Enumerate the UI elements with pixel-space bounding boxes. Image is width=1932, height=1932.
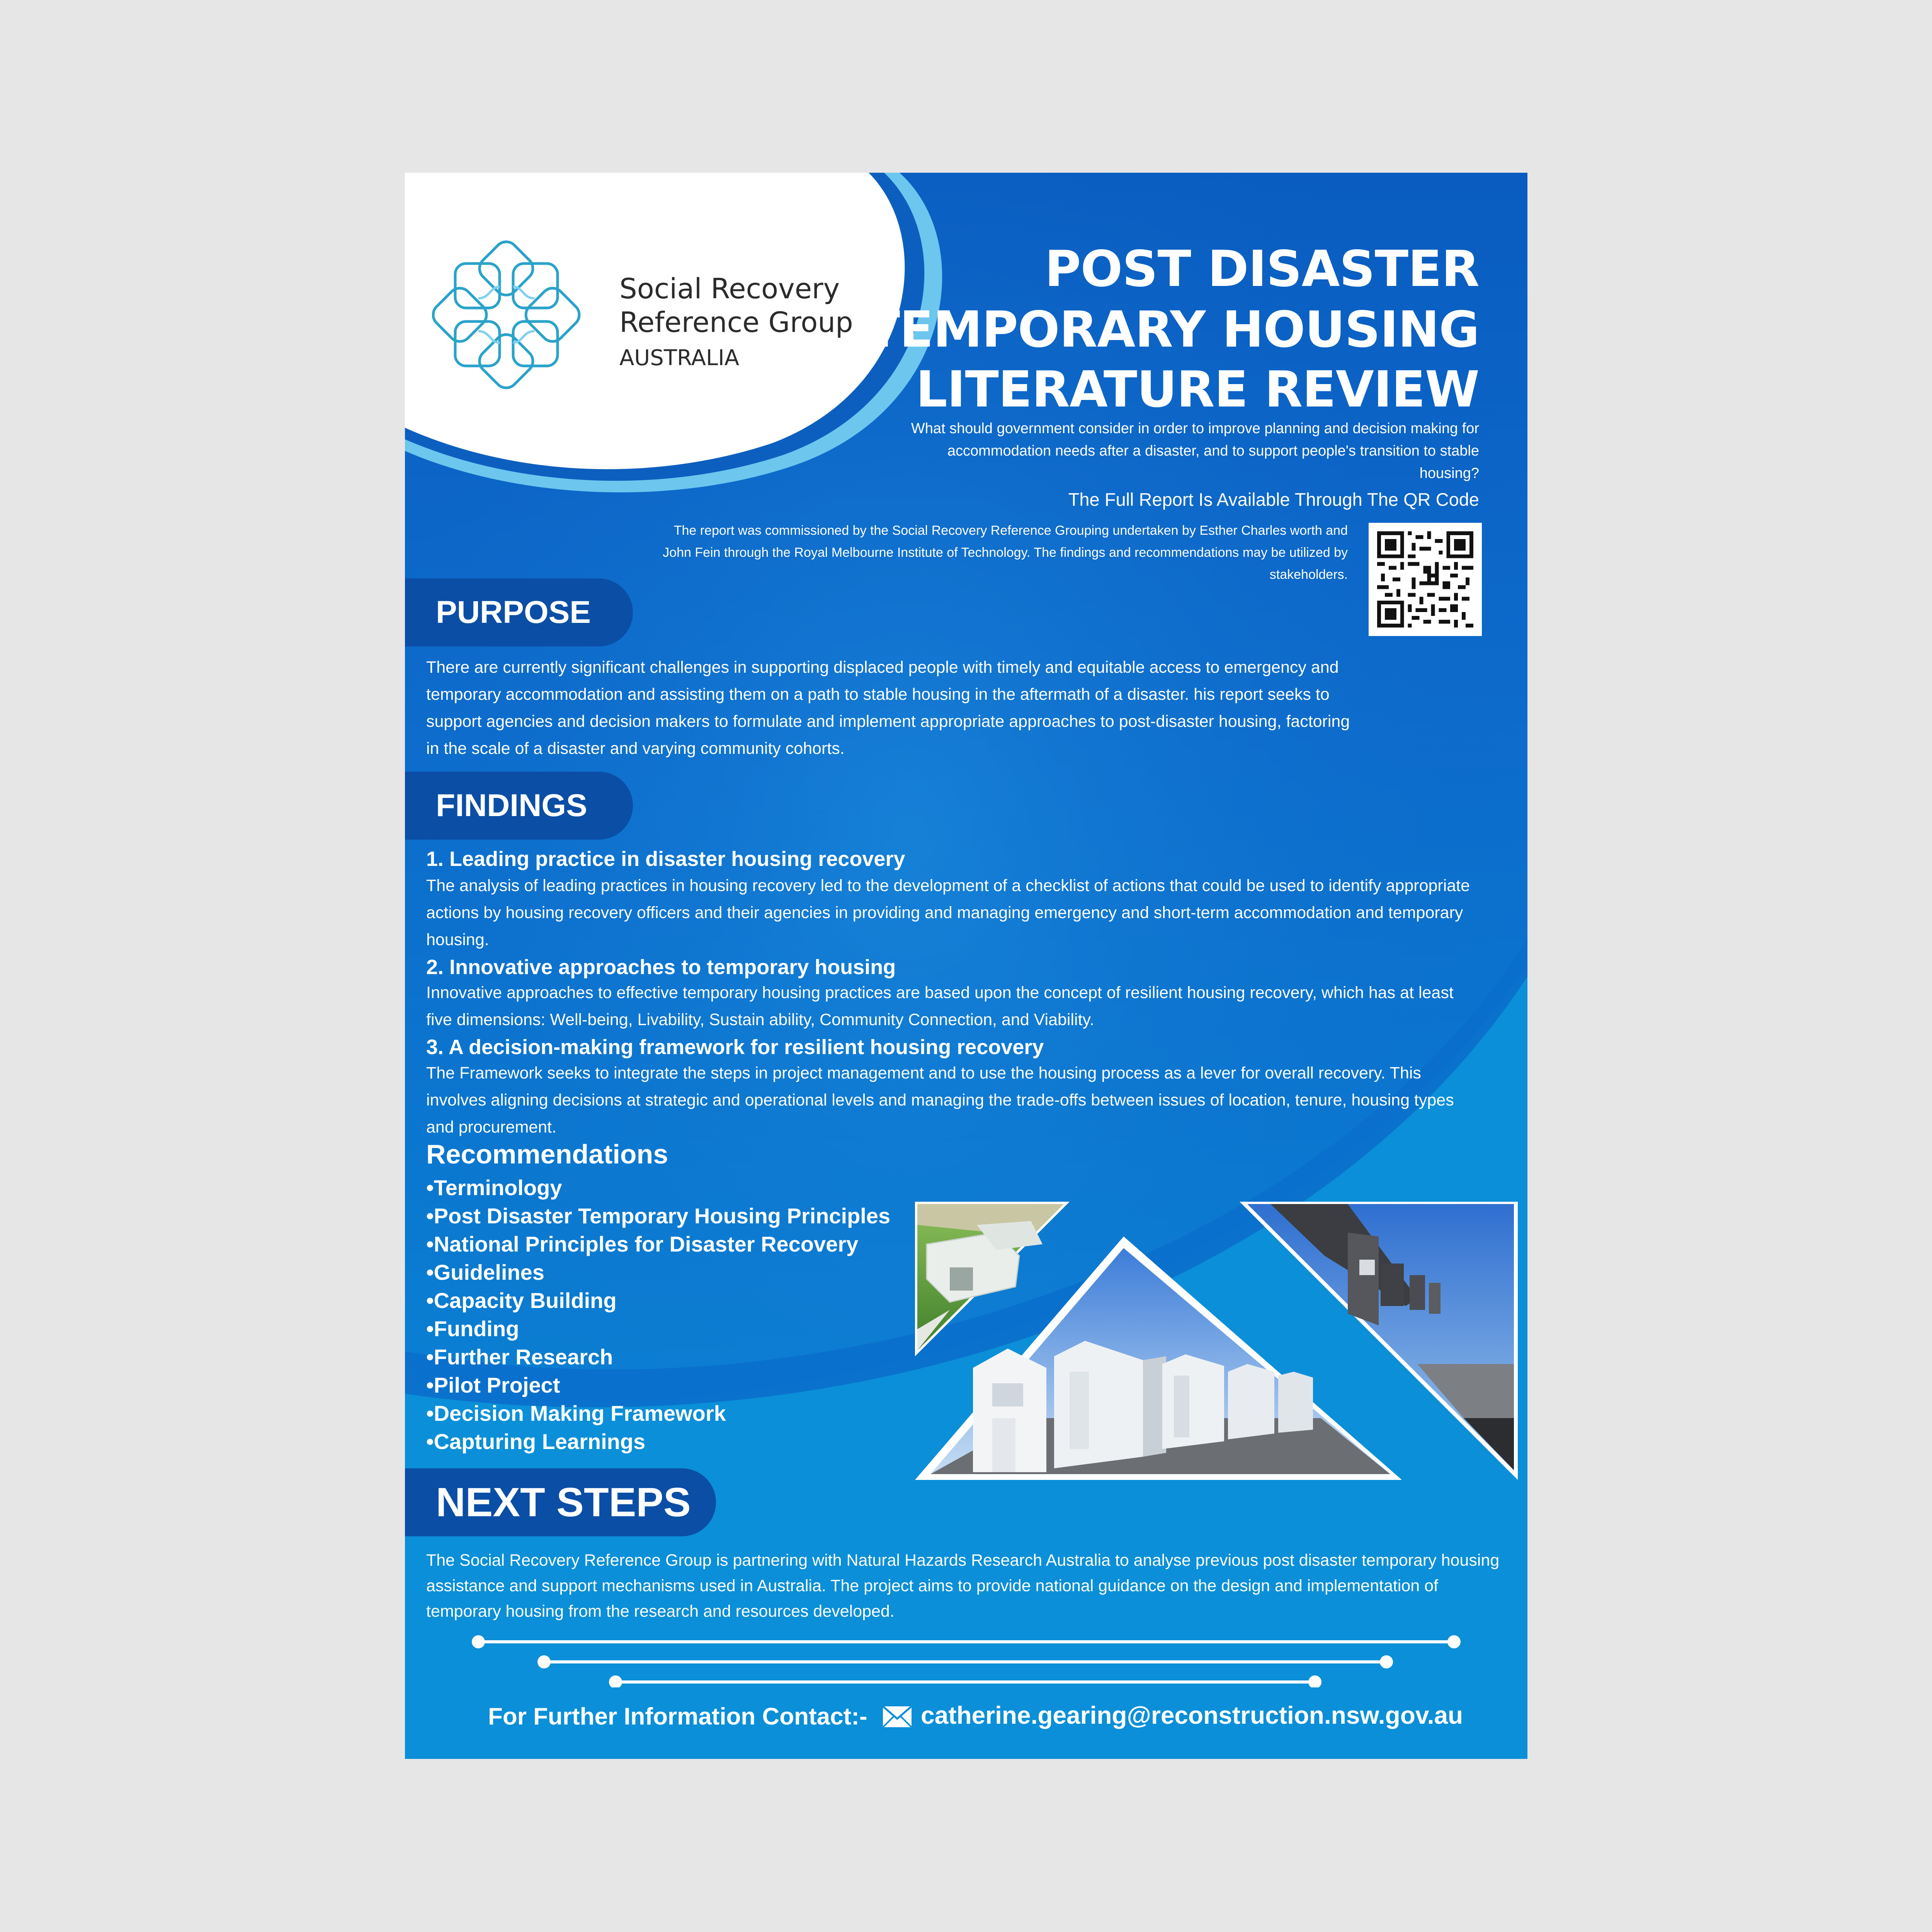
list-item: •Guidelines	[426, 1260, 544, 1284]
qr-code[interactable]	[1369, 523, 1482, 636]
commission-note: The report was commissioned by the Social Recovery Reference Grouping undertaken by Esther Charles worth and John Fein through the Royal Melbourne Institute of Technology. The findings and recommendations may be utilized by stakeholders.	[663, 523, 1348, 582]
recommendations-heading: Recommendations	[426, 1139, 668, 1169]
list-item: •Funding	[426, 1316, 519, 1341]
finding-body: The analysis of leading practices in housing recovery led to the development of a checklist of actions that could be used to identify appropriate actions by housing recovery officers and their agencies in providing and managing emergency and short-term accommodation and temporary housing.	[426, 876, 1470, 949]
title-line-2: TEMPORARY HOUSING	[866, 301, 1479, 359]
finding-body: The Framework seeks to integrate the steps in project management and to use the housing process as a lever for overall recovery. This involves aligning decisions at strategic and operational levels and managing the trade-offs between issues of location, tenure, housing types and procurement.	[426, 1064, 1454, 1136]
contact-label: For Further Information Contact:-	[488, 1703, 867, 1730]
section-tab-next-steps: NEXT STEPS	[405, 1468, 716, 1536]
list-item: •Capacity Building	[426, 1288, 617, 1313]
finding-body: Innovative approaches to effective temporary housing practices are based upon the concept of resilient housing recovery, which has at least five dimensions: Well-being, Livability, Sustain ability, Community Connection, and Viability.	[426, 983, 1454, 1029]
envelope-icon	[882, 1706, 912, 1728]
purpose-text: There are currently significant challenges in supporting displaced people with timely and equitable access to emergency and temporary accommodation and assisting them on a path to stable housing in the aftermath of a disaster. his report seeks to support agencies and decision makers to formulate and implement appropriate approaches to post-disaster housing, factoring in the scale of a disaster and varying community cohorts.	[426, 658, 1350, 758]
org-country: AUSTRALIA	[619, 345, 740, 371]
title-line-3: LITERATURE REVIEW	[916, 361, 1479, 418]
section-tab-findings: FINDINGS	[405, 772, 633, 840]
list-item: •Further Research	[426, 1345, 613, 1369]
poster	[405, 173, 1527, 1759]
qr-note: The Full Report Is Available Through The QR Code	[1068, 489, 1479, 510]
list-item: •Pilot Project	[426, 1373, 560, 1397]
subtitle: What should government consider in order to improve planning and decision making for accommodation needs after a disaster, and to support people's transition to stable housing?	[911, 420, 1479, 481]
contact-email-link[interactable]: catherine.gearing@reconstruction.nsw.gov.au	[921, 1701, 1463, 1729]
org-name-line2: Reference Group	[619, 306, 853, 338]
section-tab-purpose: PURPOSE	[405, 578, 633, 646]
qr-code-icon	[1377, 531, 1473, 628]
decorative-divider	[444, 1633, 1495, 1687]
list-item: •Post Disaster Temporary Housing Principles	[426, 1204, 891, 1228]
list-item: •National Principles for Disaster Recovery	[426, 1232, 859, 1256]
next-steps-text: The Social Recovery Reference Group is partnering with Natural Hazards Research Australia to analyse previous post disaster temporary housing assistance and support mechanisms used in Australia. The project aims to provide national guidance on the design and implementation of temporary housing from the research and resources developed.	[426, 1551, 1500, 1621]
finding-title: 1. Leading practice in disaster housing recovery	[426, 847, 905, 871]
interlocking-rounded-squares-logo	[432, 240, 581, 389]
finding-title: 3. A decision-making framework for resilient housing recovery	[426, 1036, 1044, 1059]
list-item: •Terminology	[426, 1175, 562, 1200]
list-item: •Capturing Learnings	[426, 1429, 646, 1454]
finding-title: 2. Innovative approaches to temporary housing	[426, 956, 896, 979]
housing-photo-collage	[915, 1202, 1518, 1480]
org-name-line1: Social Recovery	[619, 272, 840, 305]
title-line-1: POST DISASTER	[1044, 240, 1479, 298]
recommendations-list	[426, 1173, 890, 1456]
list-item: •Decision Making Framework	[426, 1401, 726, 1425]
